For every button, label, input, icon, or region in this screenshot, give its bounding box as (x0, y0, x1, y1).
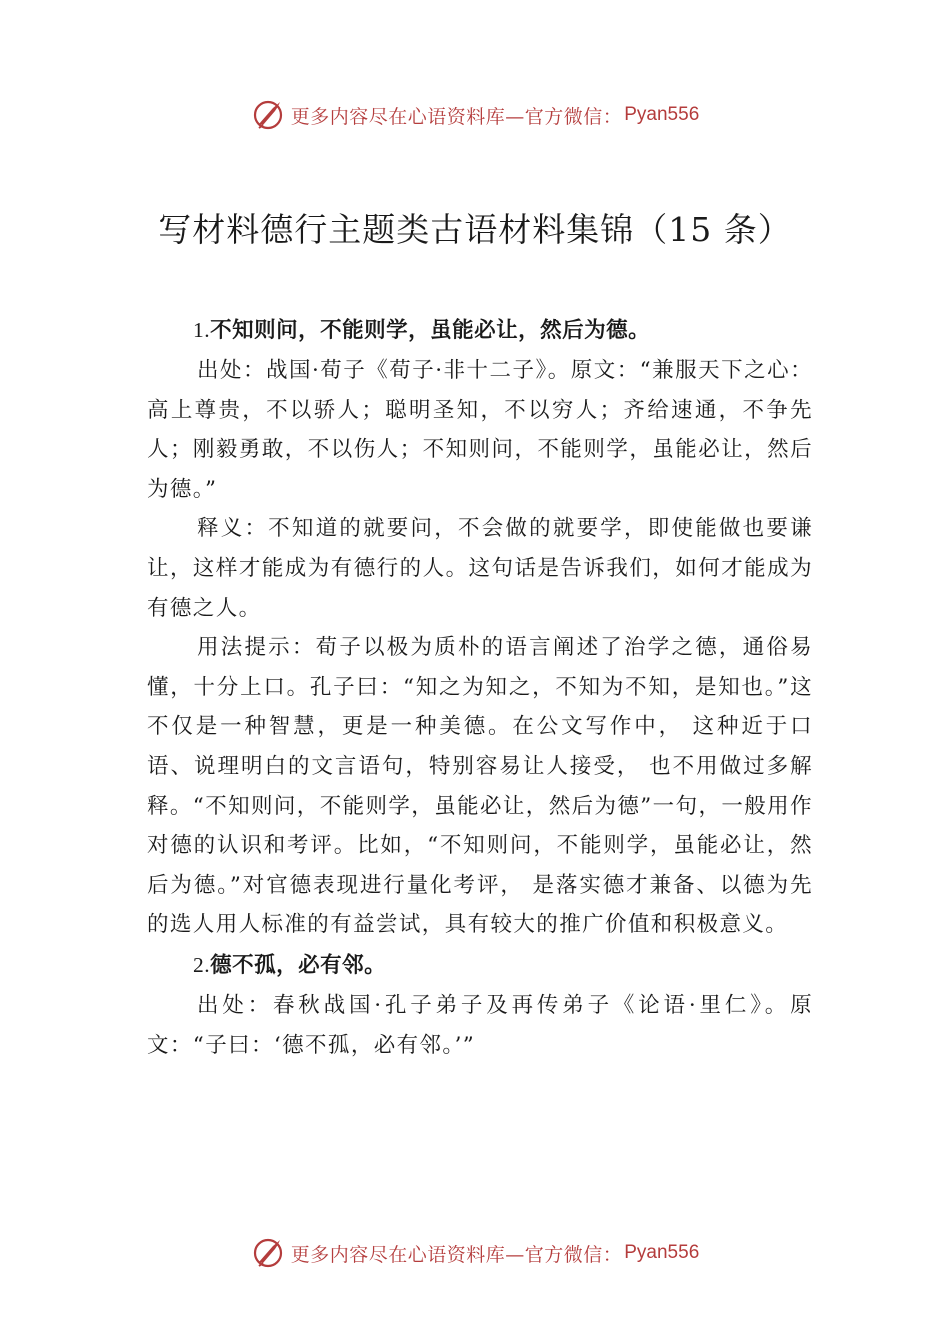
item-2-title: 德不孤，必有邻。 (210, 952, 387, 978)
header-banner (0, 95, 950, 135)
item-2-heading (147, 945, 813, 986)
item-1-number: 1. (193, 318, 211, 342)
quill-pen-logo-icon (251, 1236, 285, 1270)
item-1-title: 不知则问，不能则学，虽能必让，然后为德。 (210, 318, 651, 343)
quill-pen-logo-icon (251, 98, 285, 132)
footer-banner-wechat-id: Pyan556 (624, 1242, 700, 1263)
banner-wechat-id: Pyan556 (624, 104, 700, 125)
item-1-source: 出处：战国·荀子《荀子·非十二子》。原文：“兼服天下之心：高上尊贵，不以骄人；聪明圣知，不以穷人；齐给速通，不争先人；刚毅勇敢，不以伤人；不知则问，不能则学，虽能必让，然后为德。” (147, 358, 813, 502)
banner-text: 更多内容尽在心语资料库—官方微信： (290, 105, 623, 128)
footer-banner (0, 1233, 950, 1273)
item-2-number: 2. (193, 952, 211, 977)
item-1-heading (147, 310, 813, 351)
item-2-source: 出处：春秋战国·孔子弟子及再传弟子《论语·里仁》。原文：“子曰：‘德不孤，必有邻。’” (147, 992, 813, 1058)
document-body (147, 310, 813, 1065)
footer-banner-text: 更多内容尽在心语资料库—官方微信： (290, 1243, 623, 1266)
page-title: 写材料德行主题类古语材料集锦（15 条） (158, 210, 792, 249)
item-1-meaning: 释义：不知道的就要问，不会做的就要学，即使能做也要谦让，这样才能成为有德行的人。这句话是告诉我们，如何才能成为有德之人。 (147, 516, 813, 621)
item-1-usage: 用法提示：荀子以极为质朴的语言阐述了治学之德，通俗易懂，十分上口。孔子曰：“知之为知之，不知为不知，是知也。”这不仅是一种智慧，更是一种美德。在公文写作中， 这种近于口语、说理明白的文言语句，特别容易让人接受， 也不用做过多解释。“不知则问，不能则学，虽能必让，然后为德”一句，一般用作对德的认识和考评。比如，“不知则问，不能则学，虽能必让，然后为德。”对官德表现进行量化考评， 是落实德才兼备、以德为先的选人用人标准的有益尝试，具有较大的推广价值和积极意义。 (147, 635, 813, 938)
